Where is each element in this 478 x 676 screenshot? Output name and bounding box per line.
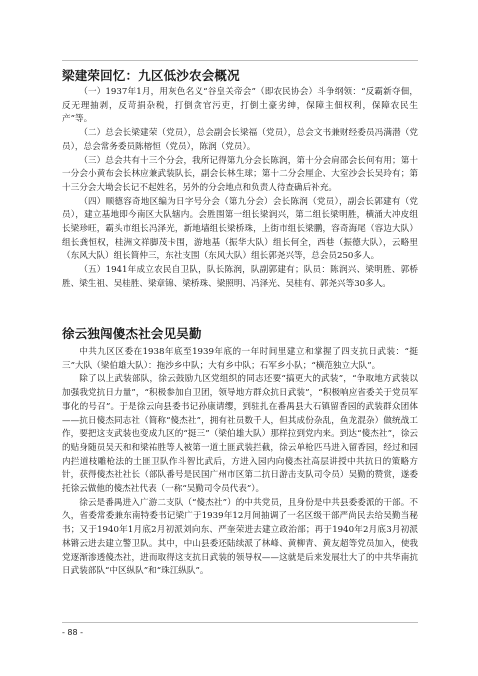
paragraph: 中共九区区委在1938年底至1939年底的一年时间里建立和掌握了四支抗日武装：“挺三”大队（梁伯雄大队）：拖沙乡中队；大有乡中队；石军乡小队；“横范独立大队”。 (62, 347, 418, 371)
paragraph: （三）总会共有十三个分会，我所记得第九分会长陈润，第十分会肩邵会长何有用；第十一分会小黄布会长林应兼武装队长，副会长林生球；第十二分会厘企、大室沙会长吴玲有；第十三分会大坳会长记不起姓名，另外的分会地点和负责人待查确后补充。 (62, 155, 418, 193)
header-rule (62, 60, 418, 61)
section-body-xu-yun (62, 346, 418, 579)
section-title-farmers-association: 梁建荣回忆：九区低沙农会概况 (62, 68, 240, 83)
paragraph: 徐云是番禺进入广游二支队（“傻杰社”）的中共党员，且身份是中共县委委派的干部。不久，省委常委兼东南特委书记梁广于1939年12月间抽调了一名区级干部严尚民去给吴勤当秘书；又于1940年1月底2月初派刘向东、严奎荣进去建立政治部；再于1940年2月底3月初派林锵云进去建立警卫队。其中，中山县委还陆续派了林峰、黄柳青、黄友超等党员加入，使我党逐渐渗透傻杰社，进而取得这支抗日武装的领导权——这就是后来发展壮大了的中共华南抗日武装部队“中区纵队”和“珠江纵队”。 (62, 497, 418, 577)
footer-rule (62, 622, 418, 623)
section-body-farmers-association (62, 86, 418, 292)
paragraph: （二）总会长梁建荣（党员），总会副会长梁福（党员），总会文书兼财经委员冯满潜（党员），总会常务委员陈榕恒（党员），陈润（党员）。 (62, 128, 418, 152)
paragraph: 除了以上武装部队，徐云鼓励九区党组织的同志还要“搞更大的武装”，“争取地方武装以加强我党抗日力量”，“积极参加自卫团，领导地方群众抗日武装”，“积极响应省委关于党员军事化的号召”。于是徐云向县委书记孙康请缨，到驻扎在番禺县大石镇留香园的武装群众团体——抗日傻杰同志社（简称“傻杰社”，拥有社员数千人，但其成份杂乱，鱼龙混杂）做统战工作，要把这支武装也变成九区的“挺三”（梁伯雄大队）那样拉到党内来。到达“傻杰社”，徐云的贴身随员吴天和和梁祐胜等人被第一道土匪武装拦截，徐云单枪匹马进入留香园，经过和园内拦道枝雕枪法的土匪卫队作斗智比武后，方进入园内向傻杰社高层讲授中共抗日的策略方针，获得傻杰社社长（部队番号是民国广州市区第二抗日游击支队司令员）吴勤的赞赏，遂委托徐云做他的傻杰社代表（一称“吴勤司令员代表”）。 (62, 374, 418, 495)
section-title-xu-yun: 徐云独闯傻杰社会见吴勤 (62, 326, 202, 341)
paragraph: （五）1941年成立农民自卫队，队长陈润，队副郭建有；队员：陈润兴、梁明胜、郭桥胜、梁生祖、吴桂胜、梁章锦、梁桥珠、梁照明、冯泽光、吴桂有、郭尧兴等30多人。 (62, 265, 418, 289)
paragraph: （一）1937年1月，用灰色名义“谷皇关帝会”（即农民协会）斗争纲领：“反霸新夺佃，反无理抽剥，反苛捐杂税，打倒贪官污吏，打倒土豪劣绅，保障主佃权利，保障农民生产”等。 (62, 87, 418, 125)
paragraph: （四）顺德容奇地区编为日字号分会（第九分会）会长陈润（党员），副会长郭建有（党员），建立基地即今南区大队辖内。会胜围第一组长梁润兴，第二组长梁明胜，横涌大冲皮组长梁珍旺，霸头市组长冯泽光，新地墙组长梁桥珠，上街市组长梁鹏，容奇海尾（容边大队）组长龚恒权，桂洲文祥脚茂卡围，游地基（振华大队）组长何全，西巷（振德大队），云略里（东风大队）组长简仲三，东社支围（东风大队）组长郭尧兴等，总会员250多人。 (62, 196, 418, 262)
page-number: - 88 - (62, 628, 84, 637)
